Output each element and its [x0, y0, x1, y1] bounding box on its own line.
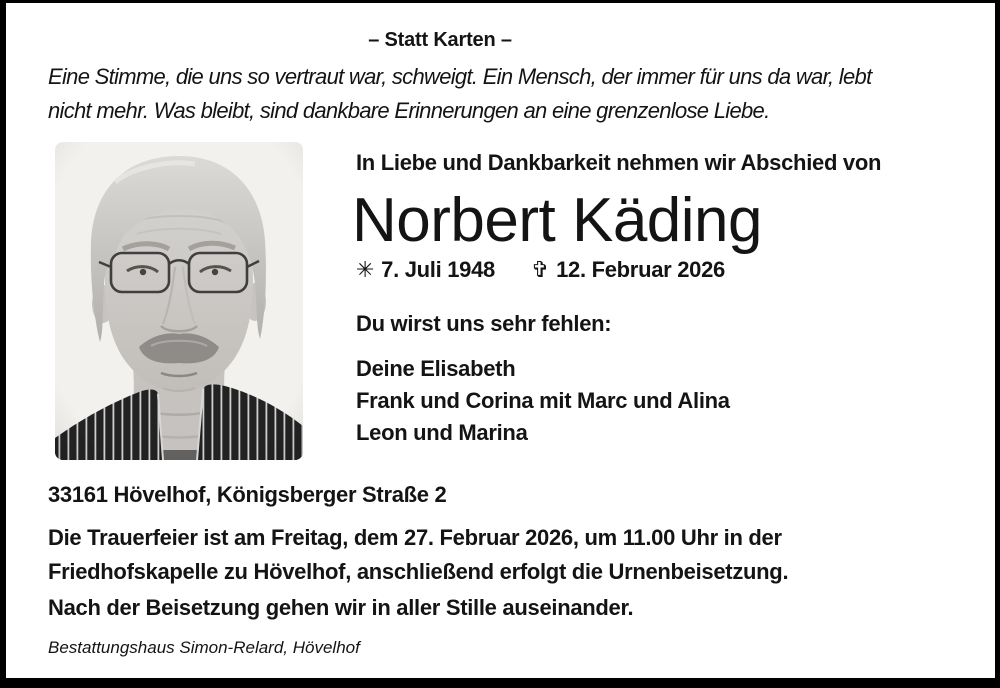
birth-date: 7. Juli 1948 [381, 257, 495, 282]
statt-karten-heading: – Statt Karten – [368, 29, 512, 51]
portrait-illustration [55, 142, 303, 460]
portrait-photo [55, 142, 303, 460]
deceased-name: Norbert Käding [352, 186, 763, 255]
epigraph-line: Eine Stimme, die uns so vertraut war, schweigt. Ein Mensch, der immer für uns da war, lebt [48, 64, 872, 89]
ceremony-line: Friedhofskapelle zu Hövelhof, anschließend erfolgt die Urnenbeisetzung. [48, 559, 789, 584]
death-group [531, 257, 725, 282]
farewell-line: Du wirst uns sehr fehlen: [356, 311, 612, 336]
mourner-item: Deine Elisabeth [356, 356, 516, 381]
intro-line: In Liebe und Dankbarkeit nehmen wir Abschied von [356, 150, 882, 175]
mourner-list [356, 353, 730, 449]
mourner-item: Frank und Corina mit Marc und Alina [356, 388, 730, 413]
closing-line: Nach der Beisetzung gehen wir in aller Stille auseinander. [48, 595, 634, 620]
ceremony-line: Die Trauerfeier ist am Freitag, dem 27. Februar 2026, um 11.00 Uhr in der [48, 525, 782, 550]
birth-star-icon: ✳ [356, 257, 375, 282]
epigraph-line: nicht mehr. Was bleibt, sind dankbare Erinnerungen an eine grenzenlose Liebe. [48, 98, 770, 123]
life-dates [356, 255, 725, 285]
death-cross-icon: ✞ [530, 257, 550, 282]
funeral-home-line: Bestattungshaus Simon-Relard, Hövelhof [48, 638, 360, 657]
mourner-item: Leon und Marina [356, 420, 528, 445]
ceremony-text [48, 521, 788, 589]
address-line: 33161 Hövelhof, Königsberger Straße 2 [48, 482, 447, 507]
death-date: 12. Februar 2026 [556, 257, 725, 282]
epigraph [48, 60, 871, 128]
